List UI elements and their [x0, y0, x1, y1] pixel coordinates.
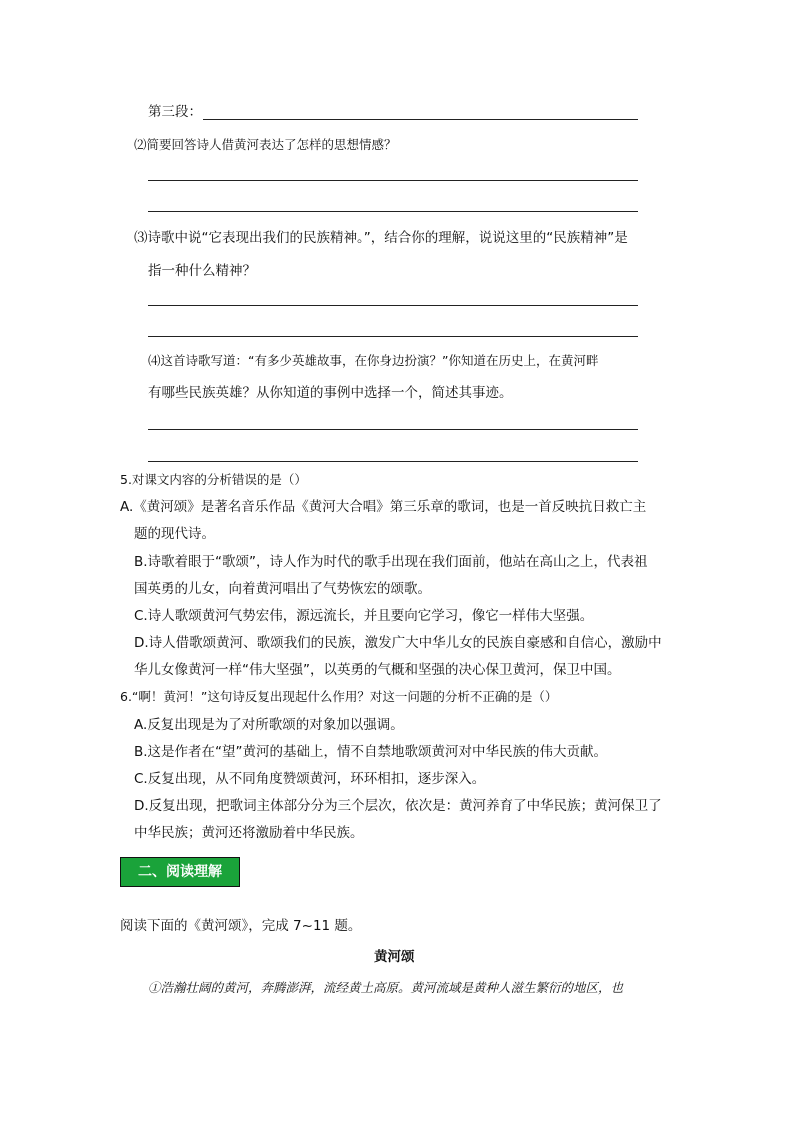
question-4-4-line1: ⑷这首诗歌写道：“有多少英雄故事，在你身边扮演？”你知道在历史上，在黄河畔 [148, 353, 599, 368]
q5-option-d-line1[interactable]: D.诗人借歌颂黄河、歌颂我们的民族，激发广大中华儿女的民族自豪感和自信心，激励中 [134, 635, 662, 651]
poem-paragraph-1: ①浩瀚壮阔的黄河，奔腾澎湃，流经黄土高原。黄河流域是黄种人滋生繁衍的地区，也 [148, 980, 624, 995]
answer-line[interactable] [148, 336, 638, 337]
answer-line[interactable] [148, 180, 638, 181]
q6-option-d-line2: 中华民族；黄河还将激励着中华民族。 [134, 825, 364, 841]
part3-label: 第三段： [148, 104, 202, 120]
section-heading-reading [120, 857, 240, 887]
question-6-stem: 6.“啊！黄河！”这句诗反复出现起什么作用？对这一问题的分析不正确的是（） [120, 689, 558, 704]
q6-option-d-line1[interactable]: D.反复出现，把歌词主体部分分为三个层次，依次是：黄河养育了中华民族；黄河保卫了 [134, 798, 662, 814]
q5-option-a-line1[interactable]: A.《黄河颂》是著名音乐作品《黄河大合唱》第三乐章的歌词，也是一首反映抗日救亡主 [120, 499, 647, 515]
answer-line[interactable] [148, 305, 638, 306]
answer-line[interactable] [203, 119, 638, 120]
question-4-4-line2: 有哪些民族英雄？从你知道的事例中选择一个，简述其事迹。 [148, 385, 513, 401]
q6-option-a[interactable]: A.反复出现是为了对所歌颂的对象加以强调。 [134, 717, 404, 733]
question-4-3-line1: ⑶诗歌中说“它表现出我们的民族精神。”，结合你的理解，说说这里的“民族精神”是 [134, 230, 628, 246]
question-4-3-line2: 指一种什么精神？ [148, 263, 256, 279]
q6-option-b[interactable]: B.这是作者在“望”黄河的基础上，情不自禁地歌颂黄河对中华民族的伟大贡献。 [134, 744, 608, 760]
question-4-2: ⑵简要回答诗人借黄河表达了怎样的思想情感？ [134, 137, 397, 152]
q5-option-b-line2: 国英勇的儿女，向着黄河唱出了气势恢宏的颂歌。 [134, 581, 431, 597]
answer-line[interactable] [148, 461, 638, 462]
q5-option-c[interactable]: C.诗人歌颂黄河气势宏伟，源远流长，并且要向它学习，像它一样伟大坚强。 [134, 608, 594, 624]
q5-option-b-line1[interactable]: B.诗歌着眼于“歌颂”，诗人作为时代的歌手出现在我们面前，他站在高山之上，代表祖 [134, 554, 648, 570]
q5-option-a-line2: 题的现代诗。 [134, 526, 215, 542]
q5-option-d-line2: 华儿女像黄河一样“伟大坚强”，以英勇的气概和坚强的决心保卫黄河，保卫中国。 [134, 662, 621, 678]
answer-line[interactable] [148, 429, 638, 430]
reading-intro: 阅读下面的《黄河颂》，完成 7~11 题。 [120, 918, 362, 934]
question-5-stem: 5.对课文内容的分析错误的是（） [120, 472, 307, 487]
answer-line[interactable] [148, 211, 638, 212]
section-heading-label: 二、阅读理解 [138, 864, 222, 880]
q6-option-c[interactable]: C.反复出现，从不同角度赞颂黄河，环环相扣，逐步深入。 [134, 771, 486, 787]
poem-title: 黄河颂 [374, 949, 415, 965]
